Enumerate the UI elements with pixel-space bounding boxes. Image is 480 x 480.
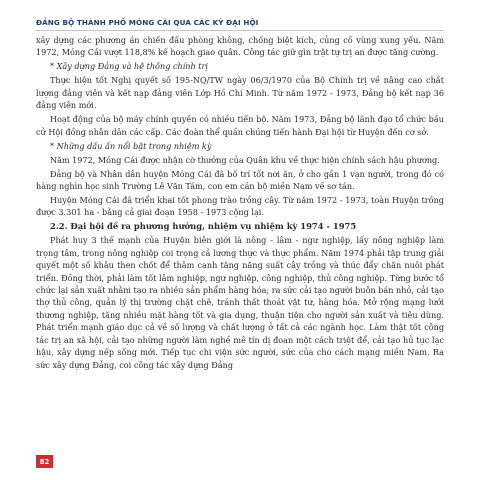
- paragraph-7: Phát huy 3 thế mạnh của Huyện biên giới là nông - lâm - ngư nghiệp, lấy nông nghiệp làm trọng tâm, trong nông nghiệp coi trọng cả lương thực và thực phẩm. Năm 1974 phải tập trung giải quyết một số khâu then chốt để thâm canh tăng năng suất cây trồng và thúc đẩy chăn nuôi phát triển. Đồng thời, phải làm tốt lâm nghiệp, ngư nghiệp, công nghiệp, thủ công nghiệp. Từng bước tổ chức lại sản xuất nhằm tạo ra nhiều sản phẩm hàng hóa; ra sức cải tạo người buôn bán nhỏ, cải tạo thợ thủ công, quản lý thị trường chặt chẽ, tránh thất thoát vật tư, hàng hóa. Mở rộng mạng lưới thương nghiệp, tăng nhiều mặt hàng tốt và gia dụng, thuận tiện cho người sản xuất và tiêu dùng. Phát triển mạnh giáo dục cả về số lượng và chất lượng ở tất cả các ngành học. Làm thật tốt công tác trị an xã hội, cải tạo những người làm nghề mê tín dị đoan một cách triệt để, cải tạo hủ tục lạc hậu, xây dựng nếp sống mới. Tiếp tục chi viện sức người, sức của cho cách mạng miền Nam. Ra sức xây dựng Đảng, coi công tác xây dựng Đảng: [36, 235, 444, 370]
- section-heading: 2.2. Đại hội đề ra phương hướng, nhiệm vụ nhiệm kỳ 1974 - 1975: [50, 221, 357, 232]
- page-number-badge: [36, 455, 53, 468]
- paragraph-5: Đảng bộ và Nhân dân huyện Móng Cái đã bố trí tốt nơi ăn, ở cho gần 1 vạn người, trong đó có hàng nghìn học sinh Trường Lê Văn Tám, con em cán bộ miền Nam về sơ tán.: [36, 168, 444, 192]
- running-header-title: ĐẢNG BỘ THÀNH PHỐ MÓNG CÁI QUA CÁC KỲ ĐẠI HỘI: [36, 18, 259, 27]
- document-body: [36, 34, 444, 373]
- paragraph-4: Năm 1972, Móng Cái được nhận cờ thưởng của Quân khu về thực hiện chính sách hậu phương.: [50, 154, 440, 165]
- paragraph-6: Huyện Móng Cái đã triển khai tốt phong trào trồng cây. Từ năm 1972 - 1973, toàn Huyện trồng được 3.301 ha - bằng cả giai đoạn 1958 - 1973 cộng lại.: [36, 195, 444, 218]
- subheading-highlights: * Những dấu ấn nổi bật trong nhiệm kỳ: [50, 140, 212, 151]
- subheading-party-building: * Xây dựng Đảng và hệ thống chính trị: [50, 61, 209, 72]
- paragraph-2: Thực hiện tốt Nghị quyết số 195-NQ/TW ngày 06/3/1970 của Bộ Chính trị về nâng cao chất lượng đảng viên và kết nạp đảng viên Lớp Hồ Chí Minh. Từ năm 1972 - 1973, Đảng bộ kết nạp 36 đảng viên mới.: [36, 75, 444, 111]
- paragraph-3: Hoạt động của bộ máy chính quyền có nhiều tiến bộ. Năm 1973, Đảng bộ lãnh đạo tổ chức bầu cử Hội đồng nhân dân các cấp. Các đoàn thể quần chúng tiến hành Đại hội từ Huyện đến cơ sở.: [36, 114, 444, 137]
- paragraph-1: xây dựng các phương án chiến đấu phòng không, chống biệt kích, củng cố vùng xung yếu. Năm 1972, Móng Cái vượt 118,8% kế hoạch giao quân. Công tác giữ gìn trật tự trị an được tăng cường.: [36, 35, 444, 58]
- page-number: 82: [39, 457, 50, 466]
- page-header: [36, 14, 444, 31]
